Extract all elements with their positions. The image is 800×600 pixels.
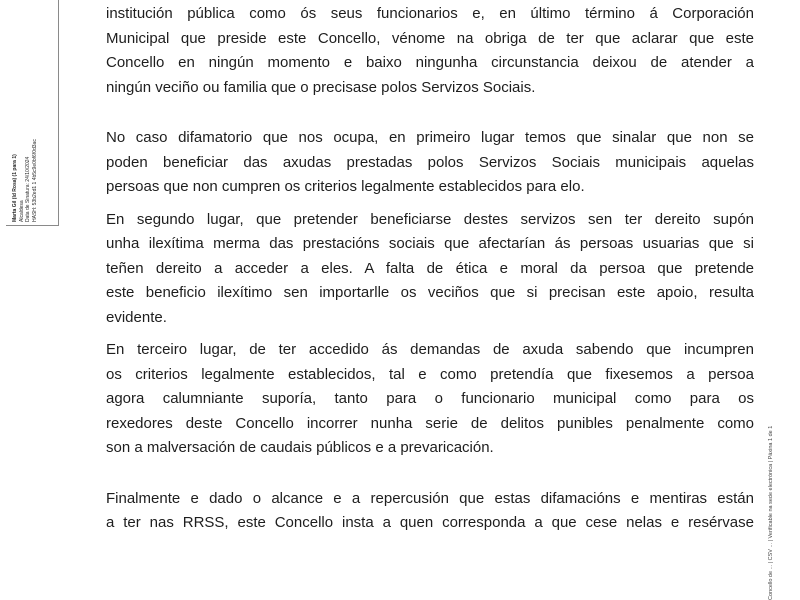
text-line: a ter nas RRSS, este Concello insta a quen corresponda a que cese nelas e resérvase: [106, 514, 754, 531]
text-line: Concello en ningún momento e baixo ningunha circunstancia deixou de atender a: [106, 54, 754, 71]
text-line: unha ilexítima merma das prestacións sociais que afectarían ás persoas usuarias que si: [106, 235, 754, 252]
text-line: evidente.: [106, 308, 167, 326]
signature-block: [12, 139, 38, 222]
text-line: persoas que non cumpren os criterios legalmente establecidos para elo.: [106, 178, 585, 195]
text-line: os criterios legalmente establecidos, tal e como pretendía que fixesemos a persoa: [106, 365, 754, 383]
text-line: institución pública como ós seus funcionarios e, en último término á Corporación: [106, 5, 754, 22]
text-line: este beneficio ilexítimo sen importarlle os veciños que si precisan este apoio, resulta: [106, 284, 754, 301]
text-line: son a malversación de caudais públicos e a prevaricación.: [106, 439, 494, 456]
verification-footer: Concello de ... | CSV ... | Verificable na sede electrónica | Páxina 1 de 1: [768, 425, 774, 600]
signature-hash: HASH: 53b2ed1 1 4b5c9e0bf6f0d3ac: [31, 139, 38, 222]
signer-role: Alcaldesa: [18, 200, 25, 222]
text-line: No caso difamatorio que nos ocupa, en primeiro lugar temos que sinalar que non se: [106, 129, 754, 146]
text-line: En terceiro lugar, de ter accedido ás demandas de axuda sabendo que incumpren: [106, 341, 754, 358]
text-line: poden beneficiar das axudas prestadas polos Servizos Sociais municipais aquelas: [106, 153, 754, 171]
paragraph-3: [106, 208, 754, 331]
signature-date: Data de Sinatura: 24/10/2024: [25, 156, 31, 222]
paragraph-5: [106, 487, 754, 536]
letter-body: [106, 2, 754, 536]
text-line: rexedores deste Concello incorrer nunha serie de delitos punibles penalmente como: [106, 414, 754, 432]
text-line: En segundo lugar, que pretender beneficiarse destes servizos sen ter dereito supón: [106, 210, 754, 228]
signer-name: Marta Gil (Id Rosa) (1 para 1): [12, 154, 18, 222]
paragraph-1: [106, 2, 754, 100]
text-line: ningún veciño ou familia que o precisase polos Servizos Sociais.: [106, 78, 536, 96]
text-line: Finalmente e dado o alcance e a repercusión que estas difamacións e mentiras están: [106, 489, 754, 507]
paragraph-2: [106, 126, 754, 200]
text-line: teñen dereito a acceder a eles. A falta de ética e moral da persoa que pretende: [106, 259, 754, 277]
text-line: agora calumniante suporía, tanto para o funcionario municipal como para os: [106, 390, 754, 407]
text-line: Municipal que preside este Concello, vénome na obriga de ter que aclarar que este: [106, 29, 754, 47]
paragraph-4: [106, 338, 754, 461]
